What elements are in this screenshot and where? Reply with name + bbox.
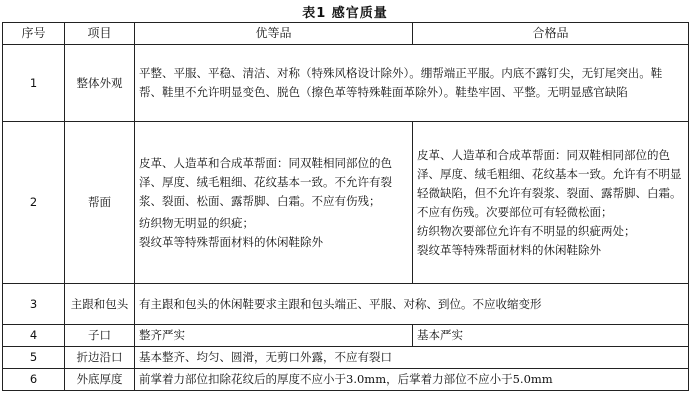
qualified-paragraph: 皮革、人造革和合成革帮面：同双鞋相同部位的色泽、厚度、绒毛粗细、花纹基本一致。允许有不明显轻微缺陷，但不允许有裂浆、裂面、露帮脚、白霜。不应有伤残。次要部位可有轻微松面；	[417, 147, 682, 219]
row-number: 3	[3, 284, 65, 325]
row-requirement: 有主跟和包头的休闲鞋要求主跟和包头端正、平服、对称、到位。不应收缩变形	[135, 284, 689, 325]
row-excellent-requirement: 整齐严实	[135, 325, 413, 347]
row-number: 2	[3, 122, 65, 284]
row-number: 1	[3, 45, 65, 122]
row-item: 整体外观	[65, 45, 135, 122]
row-number: 4	[3, 325, 65, 347]
header-no: 序号	[3, 23, 65, 45]
header-qualified: 合格品	[413, 23, 689, 45]
table-row	[3, 369, 689, 391]
row-item: 子口	[65, 325, 135, 347]
excellent-paragraph: 纺织物无明显的织疵；	[139, 215, 254, 230]
row-number: 5	[3, 347, 65, 369]
table-row	[3, 284, 689, 325]
table-row	[3, 325, 689, 347]
row-excellent-requirement	[135, 122, 413, 284]
row-qualified-requirement: 基本严实	[413, 325, 689, 347]
row-item: 主跟和包头	[65, 284, 135, 325]
table-caption: 表1 感官质量	[302, 6, 388, 21]
header-item: 项目	[65, 23, 135, 45]
table-row	[3, 122, 689, 284]
table-row	[3, 45, 689, 122]
sensory-quality-table	[2, 22, 689, 391]
row-requirement: 基本整齐、均匀、圆滑，无剪口外露，不应有裂口	[135, 347, 689, 369]
qualified-paragraph: 纺织物次要部位允许有不明显的织疵两处；	[417, 223, 636, 238]
row-item: 帮面	[65, 122, 135, 284]
header-row	[3, 23, 689, 45]
table-row	[3, 347, 689, 369]
excellent-paragraph: 裂纹革等特殊帮面材料的休闲鞋除外	[139, 234, 323, 249]
row-requirement: 平整、平服、平稳、清洁、对称（特殊风格设计除外）。绷帮端正平服。内底不露钉尖，无钉尾突出。鞋帮、鞋里不允许明显变色、脱色（擦色革等特殊鞋面革除外）。鞋垫牢固、平整。无明显感官缺陷	[135, 45, 689, 122]
excellent-paragraph: 皮革、人造革和合成革帮面：同双鞋相同部位的色泽、厚度、绒毛粗细、花纹基本一致。不允许有裂浆、裂面、松面、露帮脚、白霜。不应有伤残；	[139, 155, 392, 208]
row-qualified-requirement	[413, 122, 689, 284]
qualified-paragraph: 裂纹革等特殊帮面材料的休闲鞋除外	[417, 242, 601, 257]
row-item: 外底厚度	[65, 369, 135, 391]
row-number: 6	[3, 369, 65, 391]
header-excellent: 优等品	[135, 23, 413, 45]
row-item: 折边沿口	[65, 347, 135, 369]
row-requirement: 前掌着力部位扣除花纹后的厚度不应小于3.0mm，后掌着力部位不应小于5.0mm	[135, 369, 689, 391]
